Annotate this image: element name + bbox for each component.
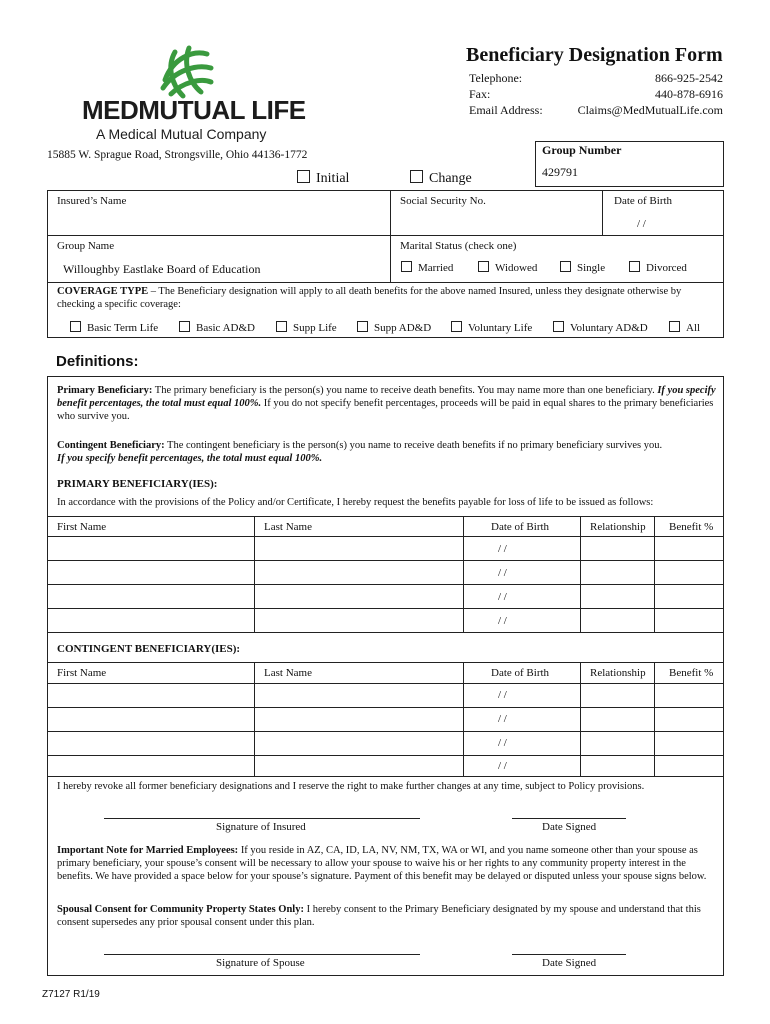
text: If you reside in AZ, CA, ID, LA, NV, NM, TX, WA or WI, and you name someone other than your spouse as primary beneficiary, your spouse’s consent will be necessary to allow your spouse to waive his or her rights to any community property interest in the benefits. We have provided a space below for your spouse’s signature. Payment of this benefit may be delayed or disputed unless your spouse signs below. <box>57 845 707 882</box>
coverage-checkbox[interactable] <box>553 321 564 332</box>
col-first-name: First Name <box>57 667 107 679</box>
divider <box>47 683 724 684</box>
text: If you do not specify benefit percentages, proceeds will be paid in equal shares to the primary beneficiaries who survive you. <box>57 398 714 422</box>
ssn-label: Social Security No. <box>400 195 486 207</box>
col-benefit: Benefit % <box>669 521 714 533</box>
divorced-checkbox[interactable] <box>629 261 640 272</box>
text: The primary beneficiary is the person(s) you name to receive death benefits. You may name more than one beneficiary. <box>152 385 655 396</box>
divider <box>602 190 603 235</box>
divider <box>580 516 581 632</box>
divider <box>47 536 724 537</box>
option-label: Supp Life <box>293 322 337 334</box>
primary-intro: In accordance with the provisions of the Policy and/or Certificate, I hereby request the benefits payable for loss of life to be issued as follows: <box>57 497 654 508</box>
coverage-text: – The Beneficiary designation will apply to all death benefits for the above named Insured, unless they designate otherwise by checking a specific coverage: <box>57 286 682 310</box>
contingent-row-dob[interactable]: / / <box>498 689 507 701</box>
form-title: Beneficiary Designation Form <box>466 44 723 66</box>
married-checkbox[interactable] <box>401 261 412 272</box>
group-name-value[interactable]: Willoughby Eastlake Board of Education <box>63 262 261 276</box>
date-signed-line[interactable] <box>512 818 626 819</box>
company-address: 15885 W. Sprague Road, Strongsville, Ohio 44136-1772 <box>47 149 308 161</box>
divider <box>47 282 724 283</box>
contingent-row-dob[interactable]: / / <box>498 737 507 749</box>
divider <box>254 516 255 632</box>
insured-name-input[interactable] <box>56 210 386 232</box>
contact-label: Email Address: <box>469 103 543 117</box>
group-number-value[interactable]: 429791 <box>542 165 578 179</box>
divider <box>47 560 724 561</box>
divider <box>47 755 724 756</box>
contingent-definition <box>57 439 717 465</box>
coverage-checkbox[interactable] <box>357 321 368 332</box>
divider <box>47 584 724 585</box>
coverage-checkbox[interactable] <box>70 321 81 332</box>
option-label: Basic Term Life <box>87 322 159 334</box>
contact-value: 866-925-2542 <box>655 71 723 85</box>
term: Spousal Consent for Community Property States Only: <box>57 904 304 915</box>
primary-row-dob[interactable]: / / <box>498 543 507 555</box>
emphasis: If you specify benefit percentages, the total must equal 100%. <box>57 385 716 409</box>
col-relationship: Relationship <box>590 667 646 679</box>
text: The contingent beneficiary is the person(s) you name to receive death benefits if no primary beneficiary survives you. <box>164 440 663 451</box>
term: Contingent Beneficiary: <box>57 440 165 451</box>
initial-label: Initial <box>316 171 350 186</box>
definitions-heading: Definitions: <box>56 353 139 370</box>
primary-row-dob[interactable]: / / <box>498 615 507 627</box>
spouse-date-label: Date Signed <box>542 957 597 969</box>
contact-label: Telephone: <box>469 71 523 85</box>
emphasis: If you specify benefit percentages, the total must equal 100%. <box>57 453 323 464</box>
contingent-heading: CONTINGENT BENEFICIARY(IES): <box>57 643 241 655</box>
coverage-checkbox[interactable] <box>179 321 190 332</box>
option-label: Divorced <box>646 262 687 274</box>
contact-block <box>469 70 723 118</box>
marital-option-single[interactable] <box>560 261 605 274</box>
col-dob: Date of Birth <box>491 521 550 533</box>
divider <box>47 776 724 777</box>
form-code: Z7127 R1/19 <box>42 989 100 1000</box>
primary-row-dob[interactable]: / / <box>498 591 507 603</box>
contingent-row-dob[interactable]: / / <box>498 760 507 772</box>
text: I hereby consent to the Primary Beneficiary designated by my spouse and understand that this consent supersedes any prior spousal consent under this plan. <box>57 904 701 928</box>
insured-signature-line[interactable] <box>104 818 420 819</box>
option-label: Single <box>577 262 606 274</box>
coverage-description <box>57 285 717 311</box>
coverage-option[interactable] <box>70 321 158 334</box>
spouse-signature-line[interactable] <box>104 954 420 955</box>
marital-option-widowed[interactable] <box>478 261 537 274</box>
change-checkbox[interactable] <box>410 170 423 183</box>
contact-email <box>469 102 723 118</box>
logo-globe-icon <box>145 40 225 100</box>
col-last-name: Last Name <box>264 667 312 679</box>
contact-telephone <box>469 70 723 86</box>
coverage-option[interactable] <box>553 321 648 334</box>
divider <box>47 235 724 236</box>
contact-fax <box>469 86 723 102</box>
option-label: Supp AD&D <box>374 322 432 334</box>
divider <box>47 516 724 517</box>
initial-option[interactable] <box>297 170 349 187</box>
divider <box>463 516 464 632</box>
marital-option-married[interactable] <box>401 261 453 274</box>
coverage-option[interactable] <box>357 321 431 334</box>
contact-value: 440-878-6916 <box>655 87 723 101</box>
spouse-signature-label: Signature of Spouse <box>216 957 305 969</box>
contingent-row-dob[interactable]: / / <box>498 713 507 725</box>
change-label: Change <box>429 171 472 186</box>
option-label: All <box>686 322 701 334</box>
dob-label: Date of Birth <box>614 195 673 207</box>
change-option[interactable] <box>410 170 472 187</box>
coverage-option[interactable] <box>276 321 337 334</box>
coverage-checkbox[interactable] <box>451 321 462 332</box>
divider <box>654 662 655 776</box>
initial-checkbox[interactable] <box>297 170 310 183</box>
divider <box>47 632 724 633</box>
marital-option-divorced[interactable] <box>629 261 687 274</box>
contact-value[interactable]: Claims@MedMutualLife.com <box>577 103 723 117</box>
option-label: Voluntary Life <box>468 322 533 334</box>
spouse-date-line[interactable] <box>512 954 626 955</box>
divider <box>47 662 724 663</box>
company-logo <box>145 40 225 100</box>
primary-heading: PRIMARY BENEFICIARY(IES): <box>57 478 218 490</box>
divider <box>47 731 724 732</box>
dob-input[interactable]: / / <box>637 218 646 230</box>
contact-label: Fax: <box>469 87 491 101</box>
ssn-input[interactable] <box>399 210 599 232</box>
col-benefit: Benefit % <box>669 667 714 679</box>
option-label: Voluntary AD&D <box>570 322 648 334</box>
primary-definition <box>57 384 717 423</box>
col-first-name: First Name <box>57 521 107 533</box>
coverage-title: COVERAGE TYPE <box>57 286 149 297</box>
option-label: Widowed <box>495 262 538 274</box>
brand-subtitle: A Medical Mutual Company <box>96 126 267 142</box>
married-note <box>57 844 717 883</box>
coverage-option[interactable] <box>669 321 700 334</box>
divider <box>47 707 724 708</box>
divider <box>463 662 464 776</box>
group-name-label: Group Name <box>57 240 115 252</box>
marital-status-label: Marital Status (check one) <box>400 240 517 252</box>
divider <box>47 608 724 609</box>
insured-name-label: Insured’s Name <box>57 195 127 207</box>
col-dob: Date of Birth <box>491 667 550 679</box>
col-last-name: Last Name <box>264 521 312 533</box>
group-number-label: Group Number <box>542 143 622 157</box>
coverage-option[interactable] <box>451 321 532 334</box>
primary-row-dob[interactable]: / / <box>498 567 507 579</box>
coverage-checkbox[interactable] <box>276 321 287 332</box>
single-checkbox[interactable] <box>560 261 571 272</box>
divider <box>654 516 655 632</box>
insured-signature-label: Signature of Insured <box>216 821 306 833</box>
term: Primary Beneficiary: <box>57 385 153 396</box>
coverage-option[interactable] <box>179 321 255 334</box>
divider <box>254 662 255 776</box>
date-signed-label: Date Signed <box>542 821 597 833</box>
option-label: Married <box>418 262 454 274</box>
revoke-statement: I hereby revoke all former beneficiary designations and I reserve the right to make further changes at any time, subject to Policy provisions. <box>57 781 645 792</box>
brand-name: MEDMUTUAL LIFE <box>82 95 306 125</box>
term: Important Note for Married Employees: <box>57 845 239 856</box>
divider <box>390 190 391 282</box>
spousal-consent <box>57 903 717 929</box>
col-relationship: Relationship <box>590 521 646 533</box>
widowed-checkbox[interactable] <box>478 261 489 272</box>
coverage-checkbox[interactable] <box>669 321 680 332</box>
divider <box>580 662 581 776</box>
option-label: Basic AD&D <box>196 322 255 334</box>
